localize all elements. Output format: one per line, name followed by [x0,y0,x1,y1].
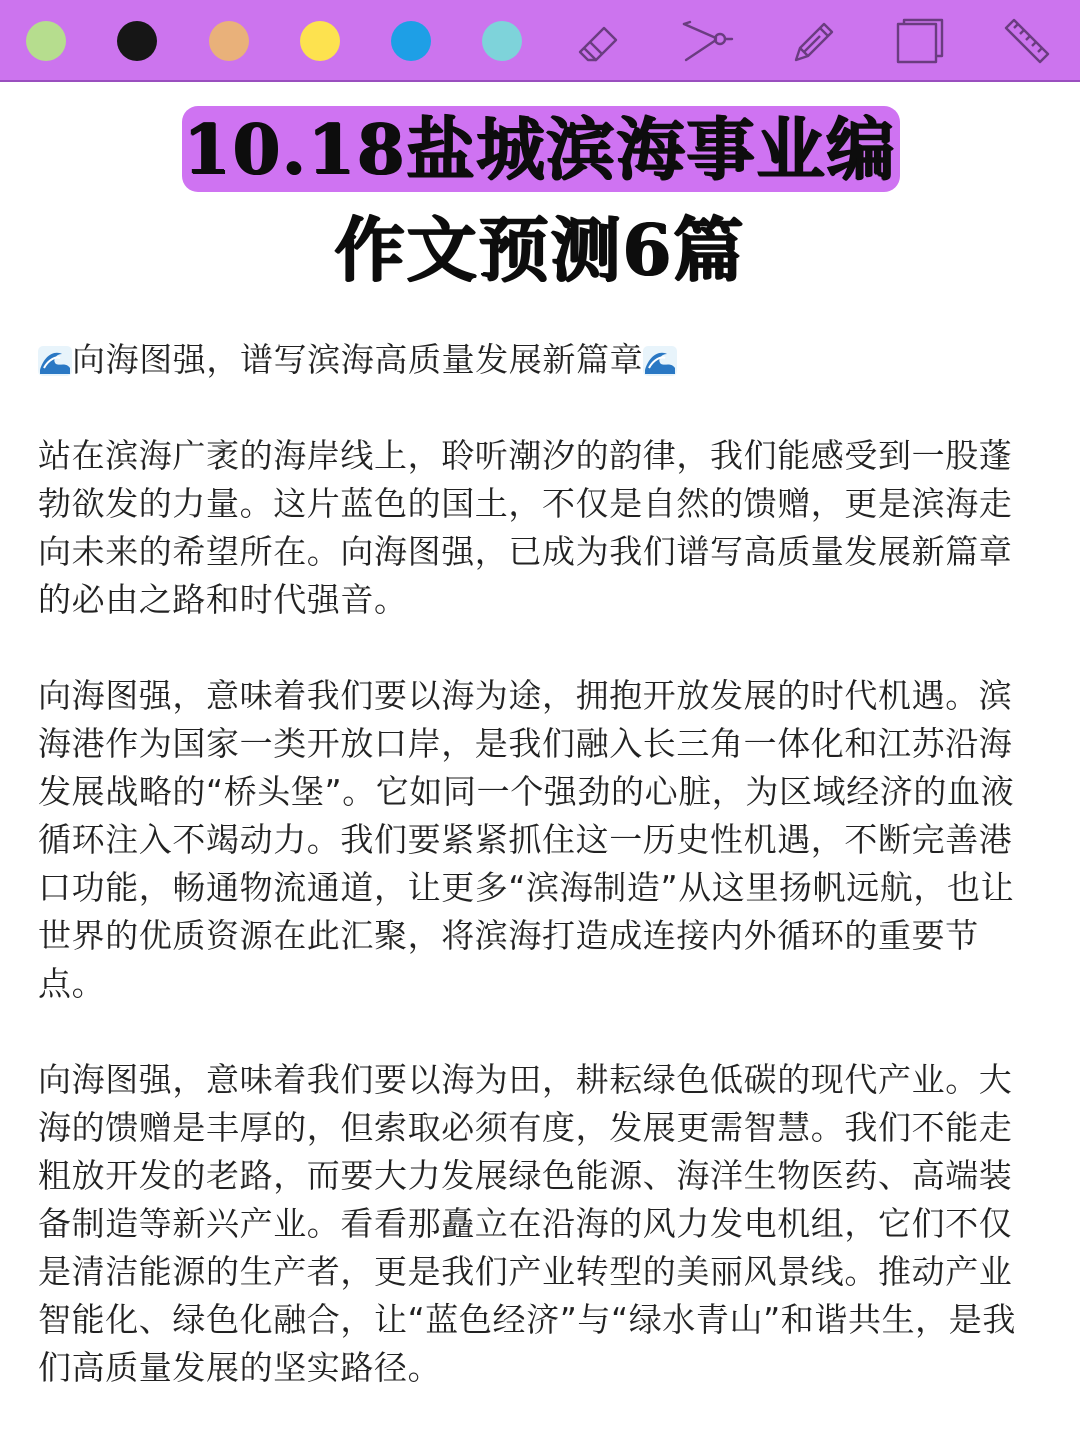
color-swatch-black[interactable] [117,21,157,61]
essay-heading: 向海图强，谱写滨海高质量发展新篇章 [72,340,644,379]
title-line-2: 作文预测6篇 [334,208,746,291]
color-swatch-blue[interactable] [391,21,431,61]
essay-paragraph-1: 站在滨海广袤的海岸线上，聆听潮汐的韵律，我们能感受到一股蓬勃欲发的力量。这片蓝色的国土，不仅是自然的馈赠，更是滨海走向未来的希望所在。向海图强，已成为我们谱写高质量发展新篇章的必由之路和时代强音。 [38,436,1013,619]
ruler-icon[interactable] [998,14,1054,70]
square-icon[interactable] [892,14,948,70]
color-swatch-green[interactable] [26,21,66,61]
essay-heading-row [38,336,1038,384]
toolbar [0,0,1080,82]
color-swatch-cyan[interactable] [482,21,522,61]
essay-paragraph-2: 向海图强，意味着我们要以海为途，拥抱开放发展的时代机遇。滨海港作为国家一类开放口岸，是我们融入长三角一体化和江苏沿海发展战略的“桥头堡”。它如同一个强劲的心脏，为区域经济的血液循环注入不竭动力。我们要紧紧抓住这一历史性机遇，不断完善港口功能，畅通物流通道，让更多“滨海制造”从这里扬帆远航，也让世界的优质资源在此汇聚，将滨海打造成连接内外循环的重要节点。 [38,676,1015,1003]
color-swatch-yellow[interactable] [300,21,340,61]
color-swatch-orange[interactable] [209,21,249,61]
compass-icon[interactable] [680,14,736,70]
wave-icon [643,346,677,376]
title-line-1: 10.18盐城滨海事业编 [183,110,897,190]
eraser-icon[interactable] [570,14,626,70]
pencil-icon[interactable] [786,14,842,70]
essay-paragraph-3: 向海图强，意味着我们要以海为田，耕耘绿色低碳的现代产业。大海的馈赠是丰厚的，但索取必须有度，发展更需智慧。我们不能走粗放开发的老路，而要大力发展绿色能源、海洋生物医药、高端装备制造等新兴产业。看看那矗立在沿海的风力发电机组，它们不仅是清洁能源的生产者，更是我们产业转型的美丽风景线。推动产业智能化、绿色化融合，让“蓝色经济”与“绿水青山”和谐共生，是我们高质量发展的坚实路径。 [38,1060,1016,1387]
essay-body [38,336,1038,1392]
wave-icon [38,346,72,376]
